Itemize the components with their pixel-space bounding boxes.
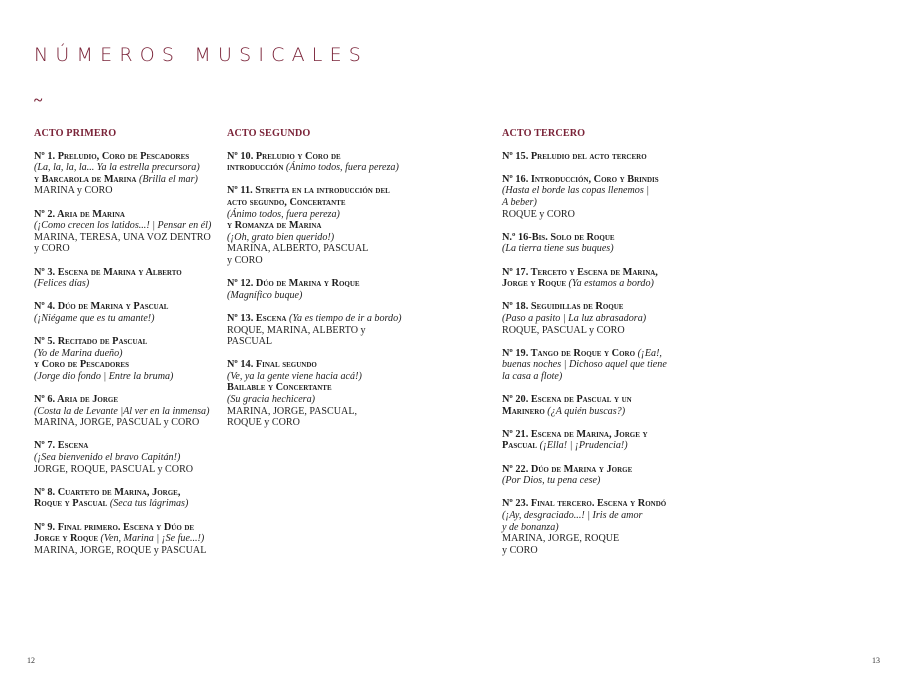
entry-line [227,185,417,197]
number-title: Roque y Pascual [34,498,108,510]
incipit-text: (Felices días) [34,278,90,290]
act-heading: ACTO TERCERO [502,128,586,139]
entry-line [34,301,224,313]
entry-line [502,406,692,418]
number-title: Bailable y Concertante [227,382,332,394]
cast-text: MARINA y CORO [34,185,113,197]
act-heading: ACTO PRIMERO [34,128,117,139]
number-title: Nº 17. Terceto y Escena de Marina, [502,266,658,278]
entry-line [34,522,224,534]
entry-line [227,209,417,221]
cast-text: ROQUE y CORO [502,208,575,220]
number-title: introducción [227,162,284,174]
entry-line [227,162,417,174]
entry-line [227,417,417,429]
incipit-text: (La, la, la, la... Ya la estrella precursora) [34,162,200,174]
entry-line [502,440,692,452]
entry-line [34,440,224,452]
entry-line [502,359,692,371]
entry-line [34,348,224,360]
cast-text: MARINA, ALBERTO, PASCUAL [227,243,369,255]
incipit-text: (Yo de Marina dueño) [34,347,123,359]
number-title: Nº 4. Dúo de Marina y Pascual [34,301,169,313]
entry-line [227,255,417,267]
cast-text: y CORO [502,544,538,556]
incipit-text: (Paso a pasito | La luz abrasadora) [502,312,647,324]
entry-line [34,278,224,290]
incipit-text: y de bonanza) [502,521,559,533]
incipit-text: (Costa la de Levante |Al ver en la inmensa) [34,405,210,417]
entry-line [227,325,417,337]
musical-number-entry [34,336,224,382]
number-title: acto segundo, Concertante [227,196,346,208]
entry-line [502,348,692,360]
entry-line [502,545,692,557]
number-title: Nº 18. Seguidillas de Roque [502,301,624,313]
entry-line [227,220,417,232]
incipit-text: (¡Sea bienvenido el bravo Capitán!) [34,452,181,464]
number-title: Nº 14. Final segundo [227,359,317,371]
entry-line [34,417,224,429]
entry-line [34,498,224,510]
number-title: Nº 10. Preludio y Coro de [227,150,341,162]
musical-number-entry [227,185,417,266]
incipit-text: (Seca tus lágrimas) [107,498,189,510]
entry-line [34,371,224,383]
musical-number-entry [502,267,692,290]
entry-line [34,452,224,464]
entry-line [227,313,417,325]
number-title: Pascual [502,440,538,452]
entry-line [502,325,692,337]
number-title: Jorge y Roque [502,278,567,290]
number-title: Nº 6. Aria de Jorge [34,394,119,406]
page-number-left: 12 [27,656,35,665]
entry-line [502,510,692,522]
number-title: y Barcarola de Marina [34,173,137,185]
entry-line [34,545,224,557]
number-title: Nº 11. Stretta en la introducción del [227,185,390,197]
entry-line [34,267,224,279]
number-title: Nº 15. Preludio del acto tercero [502,150,647,162]
cast-text: MARINA, JORGE, ROQUE [502,533,620,545]
number-title: Nº 9. Final primero. Escena y Dúo de [34,521,195,533]
cast-text: PASCUAL [227,336,273,348]
musical-number-entry [502,232,692,255]
number-title: N.º 16-Bis. Solo de Roque [502,231,615,243]
entry-line [502,429,692,441]
entry-line [502,301,692,313]
number-title: y Romanza de Marina [227,220,322,232]
cast-text: MARINA, TERESA, UNA VOZ DENTRO [34,231,211,243]
column-acto-primero [34,128,224,568]
incipit-text: buenas noches | Dichoso aquel que tiene [502,359,667,371]
musical-number-entry [227,359,417,429]
entry-line [34,487,224,499]
entry-line [34,185,224,197]
entry-line [502,394,692,406]
cast-text: MARINA, JORGE, PASCUAL y CORO [34,417,200,429]
entry-line [34,220,224,232]
entry-line [34,151,224,163]
entry-line [502,371,692,383]
musical-number-entry [34,394,224,429]
incipit-text: (Su gracia hechicera) [227,394,316,406]
page-number-right: 13 [872,656,880,665]
entry-line [502,232,692,244]
number-title: Nº 20. Escena de Pascual y un [502,394,632,406]
entry-line [227,278,417,290]
incipit-text: (Por Dios, tu pena cese) [502,475,601,487]
number-title: Nº 22. Dúo de Marina y Jorge [502,463,633,475]
incipit-text: (¡Ea!, [635,347,662,359]
entry-line [227,151,417,163]
musical-number-entry [502,348,692,383]
number-title: Nº 1. Preludio, Coro de Pescadores [34,150,190,162]
entry-line [34,232,224,244]
number-title: Nº 16. Introducción, Coro y Brindis [502,173,659,185]
entry-line [34,313,224,325]
entry-line [34,162,224,174]
incipit-text: A beber) [502,196,537,208]
musical-number-entry [34,267,224,290]
incipit-text: (¡Niégame que es tu amante!) [34,312,155,324]
musical-number-entry [227,278,417,301]
musical-number-entry [227,151,417,174]
incipit-text: (¿A quién buscas?) [544,405,626,417]
entry-line [502,522,692,534]
cast-text: MARINA, JORGE, ROQUE y PASCUAL [34,544,207,556]
entry-line [34,336,224,348]
number-title: Marinero [502,405,545,417]
incipit-text: (Magnífico buque) [227,289,303,301]
entry-line [502,475,692,487]
musical-number-entry [34,151,224,197]
entry-line [34,406,224,418]
incipit-text: (Ven, Marina | ¡Se fue...!) [98,533,205,545]
entry-line [227,197,417,209]
entry-line [502,185,692,197]
musical-number-entry [502,498,692,556]
cast-text: y CORO [227,254,263,266]
incipit-text: (Jorge dio fondo | Entre la bruma) [34,370,174,382]
incipit-text: (Ve, ya la gente viene hacia acá!) [227,370,362,382]
entry-line [502,313,692,325]
musical-number-entry [34,522,224,557]
musical-number-entry [227,313,417,348]
number-title: Nº 12. Dúo de Marina y Roque [227,278,360,290]
entry-line [502,498,692,510]
number-title: Nº 19. Tango de Roque y Coro [502,347,636,359]
entry-line [34,243,224,255]
musical-number-entry [502,429,692,452]
cast-text: ROQUE y CORO [227,417,300,429]
musical-number-entry [502,301,692,336]
incipit-text: (Ánimo todos, fuera pereza) [283,162,399,174]
incipit-text: (¡Como crecen los latidos...! | Pensar en él) [34,220,212,232]
page-title: NÚMEROS MUSICALES [34,44,369,66]
musical-number-entry [34,301,224,324]
number-title: Nº 7. Escena [34,440,89,452]
entry-line [34,394,224,406]
entry-line [227,290,417,302]
musical-number-entry [502,464,692,487]
cast-text: MARINA, JORGE, PASCUAL, [227,405,358,417]
act-heading: ACTO SEGUNDO [227,128,311,139]
entry-line [502,151,692,163]
entry-line [502,174,692,186]
number-title: y Coro de Pescadores [34,359,129,371]
musical-number-entry [34,487,224,510]
incipit-text: (Hasta el borde las copas llenemos | [502,185,650,197]
entry-line [502,464,692,476]
column-acto-segundo [227,128,417,440]
number-title: Nº 5. Recitado de Pascual [34,336,148,348]
number-title: Nº 21. Escena de Marina, Jorge y [502,428,648,440]
cast-text: ROQUE, MARINA, ALBERTO y [227,324,366,336]
entry-line [502,267,692,279]
musical-number-entry [34,440,224,475]
entry-line [502,533,692,545]
number-title: Nº 8. Cuarteto de Marina, Jorge, [34,486,181,498]
entry-line [34,533,224,545]
musical-number-entry [502,394,692,417]
incipit-text: (¡Ay, desgraciado...! | Iris de amor [502,510,643,521]
number-title: Nº 23. Final tercero. Escena y Rondó [502,498,667,510]
number-title: Jorge y Roque [34,533,99,545]
entry-line [34,174,224,186]
entry-line [227,336,417,348]
musical-number-entry [34,209,224,255]
cast-text: JORGE, ROQUE, PASCUAL y CORO [34,463,194,475]
number-title: Nº 3. Escena de Marina y Alberto [34,266,182,278]
incipit-text: (Ya es tiempo de ir a bordo) [286,312,402,324]
entry-line [502,278,692,290]
incipit-text: (Ya estamos a bordo) [566,278,654,290]
entry-line [227,243,417,255]
entry-line [227,359,417,371]
column-acto-tercero [502,128,692,568]
entry-line [227,382,417,394]
incipit-text: la casa a flote) [502,370,563,382]
musical-number-entry [502,174,692,220]
cast-text: ROQUE, PASCUAL y CORO [502,324,625,336]
number-title: Nº 2. Aria de Marina [34,208,125,220]
entry-line [502,197,692,209]
entry-list [227,151,417,429]
number-title: Nº 13. Escena [227,312,287,324]
incipit-text: (Brilla el mar) [136,173,198,185]
title-ornament: ~ [34,92,43,109]
entry-line [34,209,224,221]
entry-line [227,371,417,383]
entry-line [227,406,417,418]
entry-line [227,232,417,244]
incipit-text: (¡Ella! | ¡Prudencia!) [537,440,628,452]
entry-line [34,359,224,371]
cast-text: y CORO [34,243,70,255]
incipit-text: (Ánimo todos, fuera pereza) [227,208,340,220]
entry-list [34,151,224,557]
entry-line [227,394,417,406]
musical-number-entry [502,151,692,163]
incipit-text: (La tierra tiene sus buques) [502,243,614,255]
entry-line [502,209,692,221]
entry-list [502,151,692,557]
entry-line [502,243,692,255]
entry-line [34,464,224,476]
incipit-text: (¡Oh, grato bien querido!) [227,231,335,243]
